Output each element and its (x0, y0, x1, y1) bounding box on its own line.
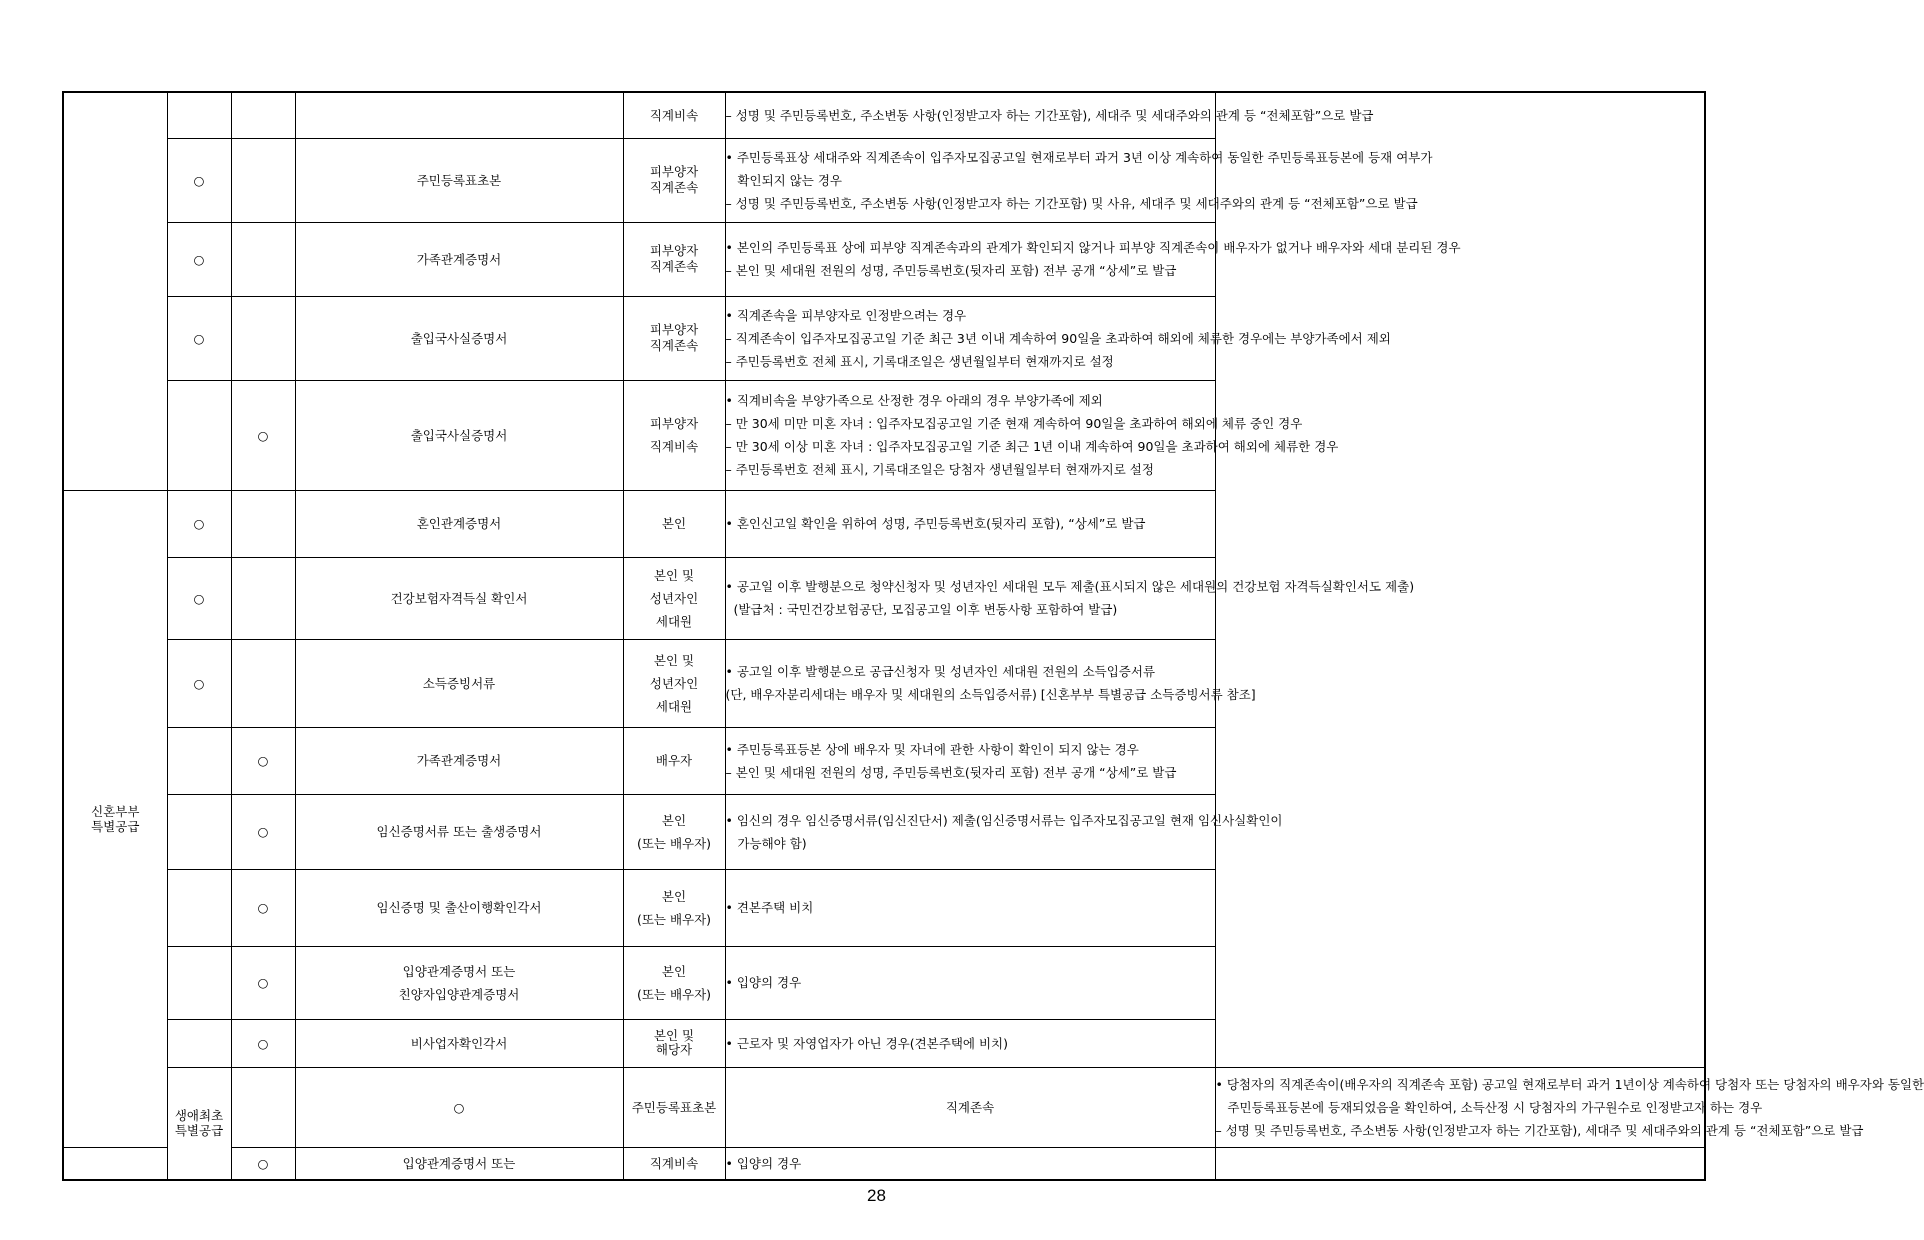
check-col1 (167, 727, 231, 794)
document-name: 가족관계증명서 (295, 727, 623, 794)
table-row (63, 380, 1705, 490)
description: • 입양의 경우 (725, 1147, 1215, 1180)
check-col1: ○ (167, 138, 231, 222)
document-name: 비사업자확인각서 (295, 1019, 623, 1067)
description: • 근로자 및 자영업자가 아닌 경우(견본주택에 비치) (725, 1019, 1215, 1067)
target-person: 직계비속 (623, 92, 725, 138)
target-person: 본인 및 성년자인 세대원 (623, 639, 725, 727)
check-col1 (231, 1067, 295, 1147)
table-row (63, 869, 1705, 946)
table-row (63, 1067, 1705, 1147)
check-col1: ○ (167, 222, 231, 296)
document-name: 가족관계증명서 (295, 222, 623, 296)
group-label: 생애최초 특별공급 (167, 1067, 231, 1180)
check-col2 (231, 92, 295, 138)
description: • 임신의 경우 임신증명서류(임신진단서) 제출(임신증명서류는 입주자모집공고일 현재 임신사실확인이 가능해야 함) (725, 794, 1215, 869)
target-person: 본인 및 성년자인 세대원 (623, 557, 725, 639)
document-name: 주민등록표초본 (623, 1067, 725, 1147)
check-col2: ○ (231, 794, 295, 869)
description: • 본인의 주민등록표 상에 피부양 직계존속과의 관계가 확인되지 않거나 피부양 직계존속이 배우자가 없거나 배우자와 세대 분리된 경우 – 본인 및 세대원 전원의 성명, 주민등록번호(뒷자리 포함) 전부 공개 “상세”로 발급 (725, 222, 1215, 296)
document-name (295, 92, 623, 138)
document-name: 출입국사실증명서 (295, 296, 623, 380)
target-person: 배우자 (623, 727, 725, 794)
check-col1: ○ (167, 490, 231, 557)
check-col2 (231, 557, 295, 639)
check-col2 (231, 138, 295, 222)
target-person: 본인 (또는 배우자) (623, 946, 725, 1019)
check-col2: ○ (231, 1019, 295, 1067)
table-row (63, 946, 1705, 1019)
document-name: 임신증명 및 출산이행확인각서 (295, 869, 623, 946)
target-person: 피부양자 직계존속 (623, 296, 725, 380)
table-row (63, 92, 1705, 138)
check-col2 (231, 296, 295, 380)
table-row (63, 557, 1705, 639)
document-name: 임신증명서류 또는 출생증명서 (295, 794, 623, 869)
target-person: 본인 (또는 배우자) (623, 794, 725, 869)
required-documents-table (62, 91, 1924, 1181)
check-col1 (167, 794, 231, 869)
description: • 직계존속을 피부양자로 인정받으려는 경우 – 직계존속이 입주자모집공고일 기준 최근 3년 이내 계속하여 90일을 초과하여 해외에 체류한 경우에는 부양가족에서 제외 – 주민등록번호 전체 표시, 기록대조일은 생년월일부터 현재까지로 설정 (725, 296, 1215, 380)
document-name: 입양관계증명서 또는 친양자입양관계증명서 (295, 946, 623, 1019)
check-col2: ○ (231, 727, 295, 794)
table-row (63, 296, 1705, 380)
group-label: 신혼부부 특별공급 (63, 490, 167, 1147)
check-col2 (231, 639, 295, 727)
document-name: 출입국사실증명서 (295, 380, 623, 490)
description: – 성명 및 주민등록번호, 주소변동 사항(인정받고자 하는 기간포함), 세대주 및 세대주와의 관계 등 “전체포함”으로 발급 (725, 92, 1215, 138)
description: • 혼인신고일 확인을 위하여 성명, 주민등록번호(뒷자리 포함), “상세”로 발급 (725, 490, 1215, 557)
table-row (63, 639, 1705, 727)
group-cell-previous (63, 92, 167, 490)
check-col2 (231, 222, 295, 296)
document-name: 주민등록표초본 (295, 138, 623, 222)
check-col1 (167, 946, 231, 1019)
description: • 입양의 경우 (725, 946, 1215, 1019)
table-row (63, 490, 1705, 557)
table-row (63, 222, 1705, 296)
target-person: 본인 및 해당자 (623, 1019, 725, 1067)
description: • 당첨자의 직계존속이(배우자의 직계존속 포함) 공고일 현재로부터 과거 1년이상 계속하여 당첨자 또는 당첨자의 배우자와 동일한 주민등록표등본에 등재되었음을 확인하여, 소득산정 시 당첨자의 가구원수로 인정받고자 하는 경우 – 성명 및 주민등록번호, 주소변동 사항(인정받고자 하는 기간포함), 세대주 및 세대주와의 관계 등 “전체포함”으로 발급 (1215, 1067, 1705, 1147)
description: • 공고일 이후 발행분으로 공급신청자 및 성년자인 세대원 전원의 소득입증서류 (단, 배우자분리세대는 배우자 및 세대원의 소득입증서류) [신혼부부 특별공급 소득증빙서류 참조] (725, 639, 1215, 727)
table-row (63, 138, 1705, 222)
check-col1 (167, 869, 231, 946)
target-person: 피부양자 직계존속 (623, 222, 725, 296)
description: • 주민등록표상 세대주와 직계존속이 입주자모집공고일 현재로부터 과거 3년 이상 계속하여 동일한 주민등록표등본에 등재 여부가 확인되지 않는 경우 – 성명 및 주민등록번호, 주소변동 사항(인정받고자 하는 기간포함) 및 사유, 세대주 및 세대주와의 관계 등 “전체포함”으로 발급 (725, 138, 1215, 222)
check-col2: ○ (231, 1147, 295, 1180)
check-col2: ○ (231, 380, 295, 490)
description: • 주민등록표등본 상에 배우자 및 자녀에 관한 사항이 확인이 되지 않는 경우 – 본인 및 세대원 전원의 성명, 주민등록번호(뒷자리 포함) 전부 공개 “상세”로 발급 (725, 727, 1215, 794)
document-name: 소득증빙서류 (295, 639, 623, 727)
table-row (63, 1019, 1705, 1067)
table-row (63, 794, 1705, 869)
document-name: 건강보험자격득실 확인서 (295, 557, 623, 639)
target-person: 본인 (623, 490, 725, 557)
check-col1 (63, 1147, 167, 1180)
check-col1 (167, 1019, 231, 1067)
target-person: 피부양자 직계존속 (623, 138, 725, 222)
check-col2: ○ (231, 946, 295, 1019)
page-number: 28 (867, 1186, 886, 1205)
target-person: 직계존속 (725, 1067, 1215, 1147)
description: • 직계비속을 부양가족으로 산정한 경우 아래의 경우 부양가족에 제외 – 만 30세 미만 미혼 자녀 : 입주자모집공고일 기준 현재 계속하여 90일을 초과하여 해외에 체류 중인 경우 – 만 30세 이상 미혼 자녀 : 입주자모집공고일 기준 최근 1년 이내 계속하여 90일을 초과하여 해외에 체류한 경우 – 주민등록번호 전체 표시, 기록대조일은 당첨자 생년월일부터 현재까지로 설정 (725, 380, 1215, 490)
check-col1: ○ (167, 639, 231, 727)
check-col1: ○ (167, 296, 231, 380)
check-col1: ○ (167, 557, 231, 639)
table-row (63, 727, 1705, 794)
document-name: 입양관계증명서 또는 (295, 1147, 623, 1180)
check-col1 (167, 92, 231, 138)
description: • 공고일 이후 발행분으로 청약신청자 및 성년자인 세대원 모두 제출(표시되지 않은 세대원의 건강보험 자격득실확인서도 제출) (발급처 : 국민건강보험공단, 모집공고일 이후 변동사항 포함하여 발급) (725, 557, 1215, 639)
document-name: 혼인관계증명서 (295, 490, 623, 557)
table-row (63, 1147, 1705, 1180)
description: • 견본주택 비치 (725, 869, 1215, 946)
check-col2 (231, 490, 295, 557)
target-person: 본인 (또는 배우자) (623, 869, 725, 946)
check-col2: ○ (295, 1067, 623, 1147)
check-col2: ○ (231, 869, 295, 946)
target-person: 직계비속 (623, 1147, 725, 1180)
target-person: 피부양자 직계비속 (623, 380, 725, 490)
check-col1 (167, 380, 231, 490)
